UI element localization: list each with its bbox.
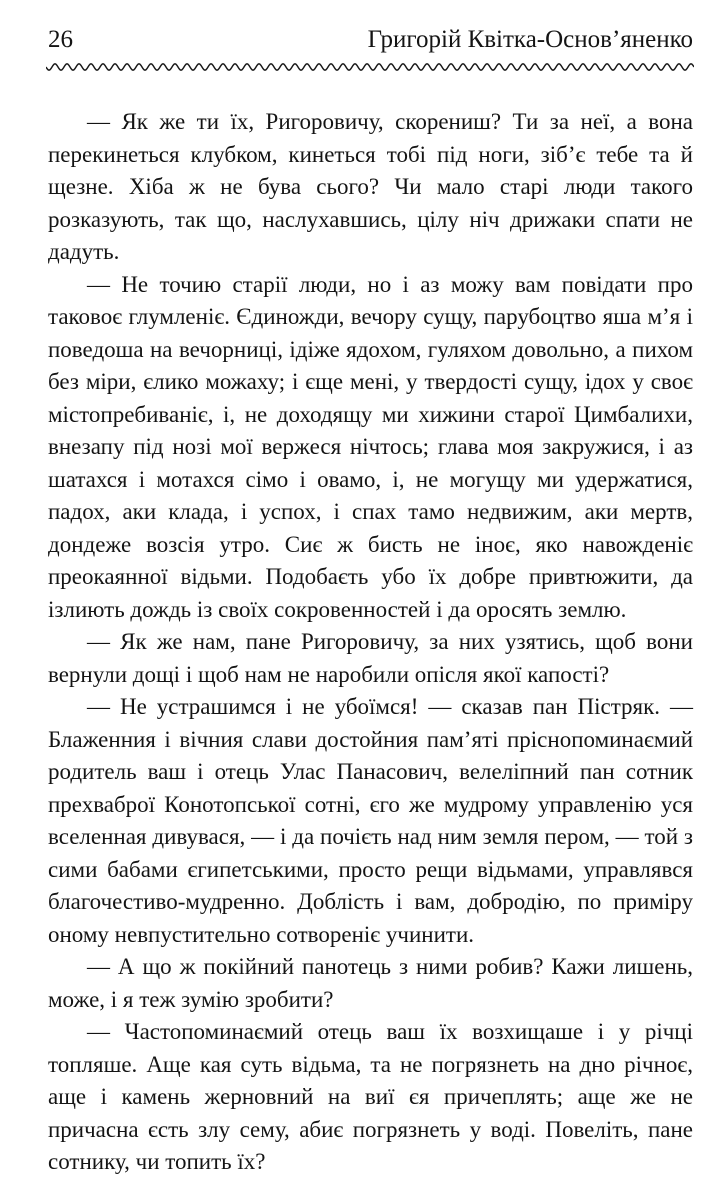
running-title: Григорій Квітка-Основ’яненко	[367, 26, 693, 53]
paragraph: — Як же ти їх, Ригоровичу, скорениш? Ти за неї, а вона перекинеться клубком, кинеться тобі під ноги, зіб’є тебе та й щезне. Хіба ж не бува сього? Чи мало старі люди такого розказують, так що, наслухавшись, цілу ніч дрижаки спати не дадуть.	[48, 109, 693, 264]
paragraph: — А що ж покійний панотець з ними робив? Кажи лишень, може, і я теж зумію зробити?	[48, 954, 693, 1012]
paragraph: — Не устрашимся і не убоїмся! — сказав пан Пістряк. — Блаженния і вічния слави достойния пам’яті пріснопоминаємий родитель ваш і отець Улас Панасович, велеліпний пан сотник прехваброї Конотопської сотні, єго же мудрому управленію уся вселенная дивувася, — і да почієть над ним земля пером, — той з сими бабами єгипетськими, просто рещи відьмами, управлявся благочестиво-мудренно. Доблість і вам, добродію, по приміру оному невпустительно сотворенiє учинити.	[48, 694, 693, 947]
paragraph: — Як же нам, пане Ригоровичу, за них узятись, щоб вони вернули дощі і щоб нам не наробили опісля якої капості?	[48, 629, 693, 687]
wavy-header-rule	[46, 60, 694, 74]
paragraph: — Не точию старії люди, но і аз можу вам повідати про таковоє глумленіє. Єдиножди, вечору сущу, парубоцтво яша м’я і поведоша на вечорниці, ідіже ядохом, гуляхом довольно, а пихом без міри, єлико можаху; і єще мені, у твердості сущу, ідох у своє містопребиваніє, і, не доходящу ми хижини старої Цимбалихи, внезапу під нозі мої вержеся нічтось; глава моя закружися, і аз шатахся і мотахся сімо і овамо, і, не могущу ми удержатися, падох, аки клада, і успох, і спах тамо недвижим, аки мертв, дондеже возсія утро. Сиє ж бисть не іноє, яко навожденіє преокаянної відьми. Подобаєть убо їх добре привтюжити, да ізлиють дождь із своїх сокровенностей і да оросять землю.	[48, 271, 693, 622]
page-header	[48, 22, 693, 58]
body-text	[48, 106, 693, 1179]
paragraph: — Частопоминаємий отець ваш їх возхищаше і у річці топляше. Аще кая суть відьма, та не погрязнеть на дно річноє, аще і камень жерновний на виї єя причеплять; аще же не причасна єсть злу сему, абиє погрязнеть у воді. Повеліть, пане сотнику, чи топить їх?	[48, 1019, 693, 1174]
page-number: 26	[48, 26, 73, 53]
